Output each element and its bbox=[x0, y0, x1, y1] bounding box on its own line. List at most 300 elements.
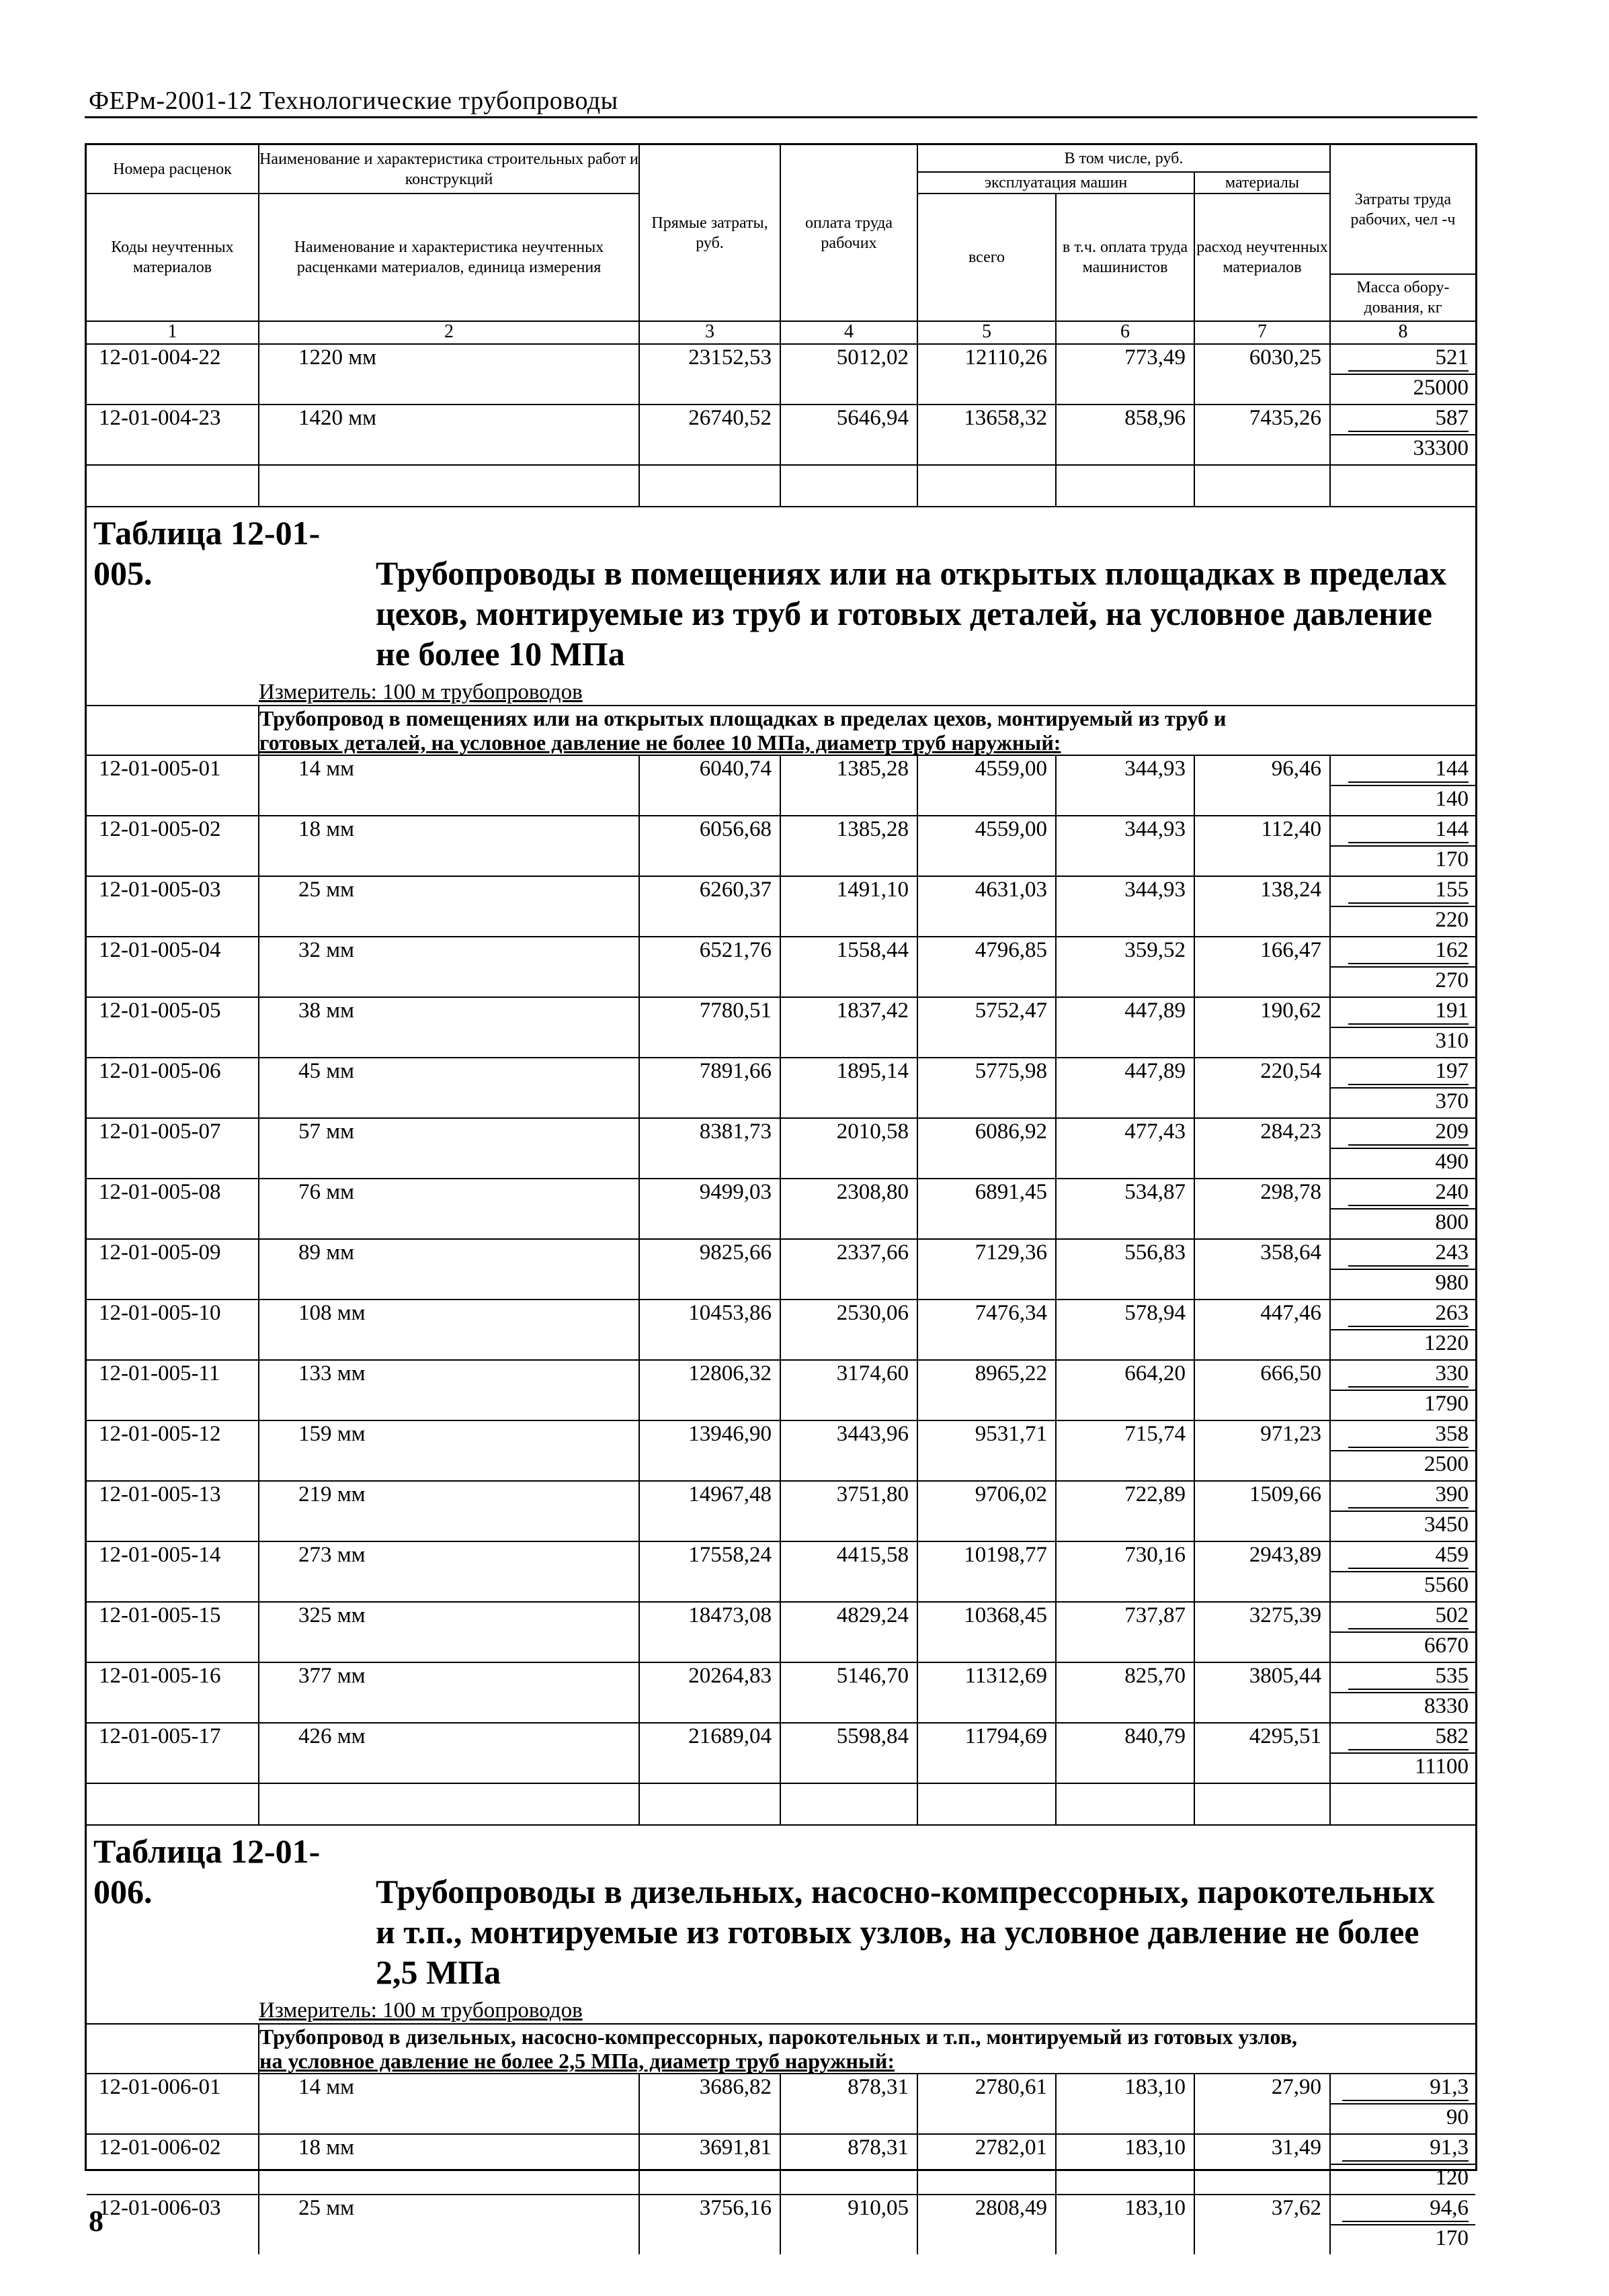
rate-row bbox=[87, 997, 1475, 1027]
rate-row bbox=[87, 937, 1475, 967]
equipment-mass: 8330 bbox=[1330, 1693, 1475, 1723]
table-body bbox=[87, 321, 1475, 2254]
machine-cost: 6891,45 bbox=[917, 1179, 1056, 1239]
machines-header: эксплуатация машин bbox=[917, 172, 1194, 194]
labor-hours: 582 bbox=[1348, 1724, 1469, 1750]
labor-hours-cell bbox=[1330, 1118, 1475, 1148]
labor-hours: 358 bbox=[1348, 1421, 1469, 1448]
rate-description: 25 мм bbox=[259, 2195, 639, 2254]
labor-hours: 243 bbox=[1348, 1240, 1469, 1267]
machinist-labor-cost: 578,94 bbox=[1056, 1300, 1194, 1360]
labor-hours: 144 bbox=[1348, 756, 1469, 783]
machinist-labor-cost: 664,20 bbox=[1056, 1360, 1194, 1420]
spacer-cell bbox=[1056, 1783, 1194, 1825]
direct-cost: 21689,04 bbox=[639, 1723, 780, 1783]
labor-hours: 197 bbox=[1348, 1058, 1469, 1085]
machine-cost: 4631,03 bbox=[917, 876, 1056, 937]
rate-code: 12-01-005-04 bbox=[87, 937, 259, 997]
machinist-labor-cost: 722,89 bbox=[1056, 1481, 1194, 1541]
column-number: 2 bbox=[259, 321, 639, 344]
spacer-cell bbox=[1056, 465, 1194, 507]
direct-cost: 3756,16 bbox=[639, 2195, 780, 2254]
column-number: 5 bbox=[917, 321, 1056, 344]
labor-hours-cell bbox=[1330, 1179, 1475, 1209]
spacer-cell bbox=[639, 1783, 780, 1825]
material-cost: 666,50 bbox=[1194, 1360, 1330, 1420]
machinist-labor-cost: 344,93 bbox=[1056, 816, 1194, 876]
col8-bottom-header: Масса обору-дования, кг bbox=[1330, 274, 1475, 321]
labor-cost: 1491,10 bbox=[780, 876, 917, 937]
labor-hours-cell bbox=[1330, 997, 1475, 1027]
rate-row bbox=[87, 1058, 1475, 1088]
col7-header: расход неучтенных материалов bbox=[1194, 194, 1330, 321]
labor-hours: 240 bbox=[1348, 1179, 1469, 1206]
labor-cost: 2010,58 bbox=[780, 1118, 917, 1179]
machine-cost: 4559,00 bbox=[917, 816, 1056, 876]
rate-row bbox=[87, 1239, 1475, 1269]
material-cost: 166,47 bbox=[1194, 937, 1330, 997]
incl-header: В том числе, руб. bbox=[917, 145, 1330, 172]
machinist-labor-cost: 715,74 bbox=[1056, 1420, 1194, 1481]
rate-code: 12-01-004-22 bbox=[87, 344, 259, 405]
material-cost: 1509,66 bbox=[1194, 1481, 1330, 1541]
labor-hours-cell bbox=[1330, 1300, 1475, 1330]
machine-cost: 5775,98 bbox=[917, 1058, 1056, 1118]
material-cost: 284,23 bbox=[1194, 1118, 1330, 1179]
rate-row bbox=[87, 1481, 1475, 1511]
machine-cost: 10368,45 bbox=[917, 1602, 1056, 1662]
labor-cost: 5646,94 bbox=[780, 405, 917, 465]
table-005-measure: Измеритель: 100 м трубопроводов bbox=[259, 680, 583, 704]
machine-cost: 10198,77 bbox=[917, 1541, 1056, 1602]
rate-row bbox=[87, 344, 1475, 374]
direct-cost: 17558,24 bbox=[639, 1541, 780, 1602]
rate-description: 377 мм bbox=[259, 1662, 639, 1723]
direct-cost: 10453,86 bbox=[639, 1300, 780, 1360]
material-cost: 190,62 bbox=[1194, 997, 1330, 1058]
labor-hours: 94,6 bbox=[1342, 2195, 1469, 2222]
direct-cost: 23152,53 bbox=[639, 344, 780, 405]
machinist-labor-cost: 534,87 bbox=[1056, 1179, 1194, 1239]
rate-description: 159 мм bbox=[259, 1420, 639, 1481]
col6-header: в т.ч. оплата труда машинистов bbox=[1056, 194, 1194, 321]
col5-header: всего bbox=[917, 194, 1056, 321]
equipment-mass: 11100 bbox=[1330, 1753, 1475, 1783]
labor-hours: 459 bbox=[1348, 1542, 1469, 1569]
equipment-mass: 490 bbox=[1330, 1148, 1475, 1179]
table-005-group-heading bbox=[259, 706, 1475, 755]
materials-header: материалы bbox=[1194, 172, 1330, 194]
direct-cost: 9499,03 bbox=[639, 1179, 780, 1239]
machine-cost: 2808,49 bbox=[917, 2195, 1056, 2254]
rate-code: 12-01-006-01 bbox=[87, 2074, 259, 2134]
rate-description: 325 мм bbox=[259, 1602, 639, 1662]
group-spacer bbox=[87, 706, 259, 755]
labor-hours: 521 bbox=[1348, 345, 1469, 372]
table-006-title bbox=[87, 1825, 1475, 1992]
direct-cost: 14967,48 bbox=[639, 1481, 780, 1541]
equipment-mass: 1790 bbox=[1330, 1390, 1475, 1420]
table-006-label: Таблица 12-01-006. bbox=[93, 1832, 321, 1910]
spacer-cell bbox=[1194, 1783, 1330, 1825]
material-cost: 971,23 bbox=[1194, 1420, 1330, 1481]
direct-cost: 6056,68 bbox=[639, 816, 780, 876]
spacer-cell bbox=[780, 1783, 917, 1825]
rate-row bbox=[87, 1662, 1475, 1693]
rate-code: 12-01-004-23 bbox=[87, 405, 259, 465]
table-006-group-line2: на условное давление не более 2,5 МПа, диаметр труб наружный: bbox=[259, 2049, 895, 2073]
table-005-title-line1: Трубопроводы в помещениях или на открытых площадках в пределах bbox=[376, 554, 1447, 592]
machinist-labor-cost: 183,10 bbox=[1056, 2074, 1194, 2134]
material-cost: 3805,44 bbox=[1194, 1662, 1330, 1723]
material-cost: 6030,25 bbox=[1194, 344, 1330, 405]
table-005-group-row bbox=[87, 706, 1475, 755]
rate-code: 12-01-005-09 bbox=[87, 1239, 259, 1300]
spacer-row bbox=[87, 1783, 1475, 1825]
rate-row bbox=[87, 1541, 1475, 1572]
machinist-labor-cost: 730,16 bbox=[1056, 1541, 1194, 1602]
rate-row bbox=[87, 1602, 1475, 1632]
rate-code: 12-01-005-13 bbox=[87, 1481, 259, 1541]
material-cost: 96,46 bbox=[1194, 755, 1330, 816]
machine-cost: 11312,69 bbox=[917, 1662, 1056, 1723]
spacer-cell bbox=[259, 1783, 639, 1825]
equipment-mass: 25000 bbox=[1330, 374, 1475, 405]
direct-cost: 26740,52 bbox=[639, 405, 780, 465]
equipment-mass: 270 bbox=[1330, 967, 1475, 997]
machinist-labor-cost: 183,10 bbox=[1056, 2134, 1194, 2195]
machine-cost: 6086,92 bbox=[917, 1118, 1056, 1179]
machine-cost: 9706,02 bbox=[917, 1481, 1056, 1541]
equipment-mass: 170 bbox=[1330, 2225, 1475, 2254]
direct-cost: 18473,08 bbox=[639, 1602, 780, 1662]
labor-hours: 390 bbox=[1348, 1482, 1469, 1508]
material-cost: 31,49 bbox=[1194, 2134, 1330, 2195]
labor-cost: 5146,70 bbox=[780, 1662, 917, 1723]
labor-cost: 1558,44 bbox=[780, 937, 917, 997]
machine-cost: 4796,85 bbox=[917, 937, 1056, 997]
direct-cost: 20264,83 bbox=[639, 1662, 780, 1723]
spacer-cell bbox=[259, 465, 639, 507]
labor-cost: 5012,02 bbox=[780, 344, 917, 405]
labor-hours-cell bbox=[1330, 1662, 1475, 1693]
material-cost: 37,62 bbox=[1194, 2195, 1330, 2254]
table-005-group-line1: Трубопровод в помещениях или на открытых площадках в пределах цехов, монтируемый из труб и bbox=[259, 706, 1227, 730]
running-header: ФЕРм-2001-12 Технологические трубопроводы bbox=[89, 87, 618, 115]
labor-cost: 2308,80 bbox=[780, 1179, 917, 1239]
rate-code: 12-01-005-06 bbox=[87, 1058, 259, 1118]
labor-cost: 878,31 bbox=[780, 2134, 917, 2195]
table-006-group-heading bbox=[259, 2024, 1475, 2074]
rate-code: 12-01-005-17 bbox=[87, 1723, 259, 1783]
spacer-cell bbox=[1330, 465, 1475, 507]
table-006-title-row bbox=[87, 1825, 1475, 1992]
labor-hours-cell bbox=[1330, 1420, 1475, 1451]
material-cost: 298,78 bbox=[1194, 1179, 1330, 1239]
machinist-labor-cost: 556,83 bbox=[1056, 1239, 1194, 1300]
labor-hours: 144 bbox=[1348, 816, 1469, 843]
equipment-mass: 170 bbox=[1330, 846, 1475, 876]
table-005-title-line3: не более 10 МПа bbox=[376, 635, 625, 673]
page-number: 8 bbox=[89, 2205, 104, 2238]
rate-table-sheet bbox=[85, 143, 1477, 2250]
labor-hours: 502 bbox=[1348, 1603, 1469, 1629]
rate-description: 57 мм bbox=[259, 1118, 639, 1179]
table-005-title bbox=[87, 507, 1475, 674]
machinist-labor-cost: 825,70 bbox=[1056, 1662, 1194, 1723]
machine-cost: 11794,69 bbox=[917, 1723, 1056, 1783]
column-number: 6 bbox=[1056, 321, 1194, 344]
table-006-measure-row bbox=[87, 1992, 1475, 2024]
machine-cost: 7129,36 bbox=[917, 1239, 1056, 1300]
rate-code: 12-01-005-10 bbox=[87, 1300, 259, 1360]
labor-cost: 878,31 bbox=[780, 2074, 917, 2134]
machinist-labor-cost: 477,43 bbox=[1056, 1118, 1194, 1179]
machinist-labor-cost: 858,96 bbox=[1056, 405, 1194, 465]
material-cost: 4295,51 bbox=[1194, 1723, 1330, 1783]
material-cost: 27,90 bbox=[1194, 2074, 1330, 2134]
labor-cost: 3751,80 bbox=[780, 1481, 917, 1541]
machinist-labor-cost: 344,93 bbox=[1056, 876, 1194, 937]
direct-cost: 6260,37 bbox=[639, 876, 780, 937]
table-005-title-row bbox=[87, 507, 1475, 674]
direct-cost: 8381,73 bbox=[639, 1118, 780, 1179]
rate-code: 12-01-005-05 bbox=[87, 997, 259, 1058]
rate-row bbox=[87, 1360, 1475, 1390]
labor-hours-cell bbox=[1330, 1723, 1475, 1753]
material-cost: 112,40 bbox=[1194, 816, 1330, 876]
equipment-mass: 310 bbox=[1330, 1027, 1475, 1058]
col1-bottom-header: Коды неучтенных материалов bbox=[87, 194, 259, 321]
spacer-cell bbox=[1194, 465, 1330, 507]
rate-code: 12-01-005-03 bbox=[87, 876, 259, 937]
machine-cost: 12110,26 bbox=[917, 344, 1056, 405]
column-number: 3 bbox=[639, 321, 780, 344]
labor-cost: 2530,06 bbox=[780, 1300, 917, 1360]
machinist-labor-cost: 773,49 bbox=[1056, 344, 1194, 405]
labor-hours: 191 bbox=[1348, 998, 1469, 1025]
direct-cost: 3691,81 bbox=[639, 2134, 780, 2195]
labor-cost: 5598,84 bbox=[780, 1723, 917, 1783]
labor-hours: 162 bbox=[1348, 937, 1469, 964]
labor-cost: 2337,66 bbox=[780, 1239, 917, 1300]
equipment-mass: 2500 bbox=[1330, 1451, 1475, 1481]
labor-hours-cell bbox=[1330, 937, 1475, 967]
rate-description: 14 мм bbox=[259, 2074, 639, 2134]
labor-hours-cell bbox=[1330, 2074, 1475, 2104]
labor-hours-cell bbox=[1330, 2134, 1475, 2164]
labor-hours: 330 bbox=[1348, 1361, 1469, 1388]
rate-description: 76 мм bbox=[259, 1179, 639, 1239]
table-006-title-line2: и т.п., монтируемые из готовых узлов, на условное давление не более bbox=[376, 1913, 1419, 1951]
direct-cost: 6040,74 bbox=[639, 755, 780, 816]
rate-row bbox=[87, 876, 1475, 906]
rate-code: 12-01-005-14 bbox=[87, 1541, 259, 1602]
material-cost: 3275,39 bbox=[1194, 1602, 1330, 1662]
machine-cost: 13658,32 bbox=[917, 405, 1056, 465]
direct-cost: 13946,90 bbox=[639, 1420, 780, 1481]
rate-row bbox=[87, 1300, 1475, 1330]
labor-hours: 91,3 bbox=[1342, 2135, 1469, 2162]
spacer-cell bbox=[1330, 1783, 1475, 1825]
labor-hours: 587 bbox=[1348, 405, 1469, 432]
rate-code: 12-01-005-12 bbox=[87, 1420, 259, 1481]
direct-cost: 12806,32 bbox=[639, 1360, 780, 1420]
machine-cost: 2780,61 bbox=[917, 2074, 1056, 2134]
table-005-title-line2: цехов, монтируемые из труб и готовых деталей, на условное давление bbox=[376, 595, 1432, 632]
rate-description: 426 мм bbox=[259, 1723, 639, 1783]
rate-row bbox=[87, 2195, 1475, 2225]
table-005-measure-row bbox=[87, 674, 1475, 706]
equipment-mass: 5560 bbox=[1330, 1572, 1475, 1602]
spacer-cell bbox=[87, 465, 259, 507]
equipment-mass: 120 bbox=[1330, 2164, 1475, 2195]
rate-table bbox=[87, 145, 1475, 2254]
rate-description: 14 мм bbox=[259, 755, 639, 816]
measure-spacer bbox=[87, 1992, 259, 2024]
labor-hours-cell bbox=[1330, 1602, 1475, 1632]
rate-description: 1420 мм bbox=[259, 405, 639, 465]
labor-hours: 91,3 bbox=[1342, 2074, 1469, 2101]
rate-row bbox=[87, 1420, 1475, 1451]
direct-cost: 3686,82 bbox=[639, 2074, 780, 2134]
labor-hours: 263 bbox=[1348, 1300, 1469, 1327]
machine-cost: 5752,47 bbox=[917, 997, 1056, 1058]
equipment-mass: 90 bbox=[1330, 2104, 1475, 2134]
labor-hours-cell bbox=[1330, 1058, 1475, 1088]
labor-hours: 535 bbox=[1348, 1663, 1469, 1690]
direct-cost: 7891,66 bbox=[639, 1058, 780, 1118]
rate-row bbox=[87, 2134, 1475, 2164]
rate-row bbox=[87, 1723, 1475, 1753]
spacer-cell bbox=[917, 465, 1056, 507]
rate-description: 32 мм bbox=[259, 937, 639, 997]
rate-description: 18 мм bbox=[259, 2134, 639, 2195]
rate-row bbox=[87, 816, 1475, 846]
spacer-row bbox=[87, 465, 1475, 507]
spacer-cell bbox=[917, 1783, 1056, 1825]
rate-description: 45 мм bbox=[259, 1058, 639, 1118]
equipment-mass: 33300 bbox=[1330, 435, 1475, 465]
rate-description: 219 мм bbox=[259, 1481, 639, 1541]
spacer-cell bbox=[87, 1783, 259, 1825]
equipment-mass: 6670 bbox=[1330, 1632, 1475, 1662]
col1-top-header: Номера расценок bbox=[113, 160, 232, 178]
rate-code: 12-01-005-07 bbox=[87, 1118, 259, 1179]
table-header bbox=[87, 145, 1475, 321]
equipment-mass: 370 bbox=[1330, 1088, 1475, 1118]
labor-hours: 209 bbox=[1348, 1119, 1469, 1146]
labor-hours-cell bbox=[1330, 755, 1475, 785]
labor-cost: 3174,60 bbox=[780, 1360, 917, 1420]
labor-cost: 910,05 bbox=[780, 2195, 917, 2254]
machine-cost: 7476,34 bbox=[917, 1300, 1056, 1360]
material-cost: 358,64 bbox=[1194, 1239, 1330, 1300]
machine-cost: 4559,00 bbox=[917, 755, 1056, 816]
machinist-labor-cost: 447,89 bbox=[1056, 1058, 1194, 1118]
rate-description: 273 мм bbox=[259, 1541, 639, 1602]
machine-cost: 8965,22 bbox=[917, 1360, 1056, 1420]
rate-description: 38 мм bbox=[259, 997, 639, 1058]
labor-hours-cell bbox=[1330, 1541, 1475, 1572]
group-spacer bbox=[87, 2024, 259, 2074]
material-cost: 7435,26 bbox=[1194, 405, 1330, 465]
rate-row bbox=[87, 1118, 1475, 1148]
table-006-group-row bbox=[87, 2024, 1475, 2074]
labor-hours: 155 bbox=[1348, 877, 1469, 904]
rate-code: 12-01-005-15 bbox=[87, 1602, 259, 1662]
labor-hours-cell bbox=[1330, 405, 1475, 435]
labor-cost: 3443,96 bbox=[780, 1420, 917, 1481]
rate-code: 12-01-006-03 bbox=[87, 2195, 259, 2254]
labor-cost: 4415,58 bbox=[780, 1541, 917, 1602]
column-number: 4 bbox=[780, 321, 917, 344]
rate-row bbox=[87, 1179, 1475, 1209]
rate-code: 12-01-005-11 bbox=[87, 1360, 259, 1420]
header-rule bbox=[85, 116, 1477, 118]
col3-header: Прямые затраты, руб. bbox=[639, 145, 780, 321]
table-006-title-line1: Трубопроводы в дизельных, насосно-компрессорных, парокотельных bbox=[376, 1873, 1435, 1910]
labor-cost: 1837,42 bbox=[780, 997, 917, 1058]
material-cost: 447,46 bbox=[1194, 1300, 1330, 1360]
direct-cost: 6521,76 bbox=[639, 937, 780, 997]
measure-spacer bbox=[87, 674, 259, 706]
rate-code: 12-01-005-01 bbox=[87, 755, 259, 816]
rate-row bbox=[87, 2074, 1475, 2104]
machine-cost: 2782,01 bbox=[917, 2134, 1056, 2195]
equipment-mass: 800 bbox=[1330, 1209, 1475, 1239]
equipment-mass: 980 bbox=[1330, 1269, 1475, 1300]
machinist-labor-cost: 344,93 bbox=[1056, 755, 1194, 816]
machinist-labor-cost: 840,79 bbox=[1056, 1723, 1194, 1783]
labor-cost: 1385,28 bbox=[780, 816, 917, 876]
table-005-group-line2: готовых деталей, на условное давление не более 10 МПа, диаметр труб наружный: bbox=[259, 730, 1061, 755]
material-cost: 220,54 bbox=[1194, 1058, 1330, 1118]
labor-hours-cell bbox=[1330, 1481, 1475, 1511]
rate-code: 12-01-006-02 bbox=[87, 2134, 259, 2195]
rate-description: 108 мм bbox=[259, 1300, 639, 1360]
col8-top-header: Затраты труда рабочих, чел -ч bbox=[1330, 145, 1475, 274]
table-005-label: Таблица 12-01-005. bbox=[93, 514, 321, 592]
machinist-labor-cost: 183,10 bbox=[1056, 2195, 1194, 2254]
spacer-cell bbox=[639, 465, 780, 507]
machine-cost: 9531,71 bbox=[917, 1420, 1056, 1481]
labor-hours-cell bbox=[1330, 344, 1475, 374]
rate-row bbox=[87, 755, 1475, 785]
rate-description: 25 мм bbox=[259, 876, 639, 937]
column-number: 7 bbox=[1194, 321, 1330, 344]
column-number-row bbox=[87, 321, 1475, 344]
labor-cost: 4829,24 bbox=[780, 1602, 917, 1662]
machinist-labor-cost: 447,89 bbox=[1056, 997, 1194, 1058]
machinist-labor-cost: 737,87 bbox=[1056, 1602, 1194, 1662]
rate-code: 12-01-005-08 bbox=[87, 1179, 259, 1239]
col2-bottom-header: Наименование и характеристика неучтенных расценками материалов, единица измерения bbox=[259, 194, 639, 321]
labor-hours-cell bbox=[1330, 816, 1475, 846]
labor-hours-cell bbox=[1330, 2195, 1475, 2225]
rate-row bbox=[87, 405, 1475, 435]
equipment-mass: 220 bbox=[1330, 906, 1475, 937]
labor-hours-cell bbox=[1330, 876, 1475, 906]
machinist-labor-cost: 359,52 bbox=[1056, 937, 1194, 997]
labor-hours-cell bbox=[1330, 1239, 1475, 1269]
direct-cost: 7780,51 bbox=[639, 997, 780, 1058]
equipment-mass: 3450 bbox=[1330, 1511, 1475, 1541]
spacer-cell bbox=[780, 465, 917, 507]
material-cost: 138,24 bbox=[1194, 876, 1330, 937]
equipment-mass: 140 bbox=[1330, 785, 1475, 816]
col4-header: оплата труда рабочих bbox=[780, 145, 917, 321]
